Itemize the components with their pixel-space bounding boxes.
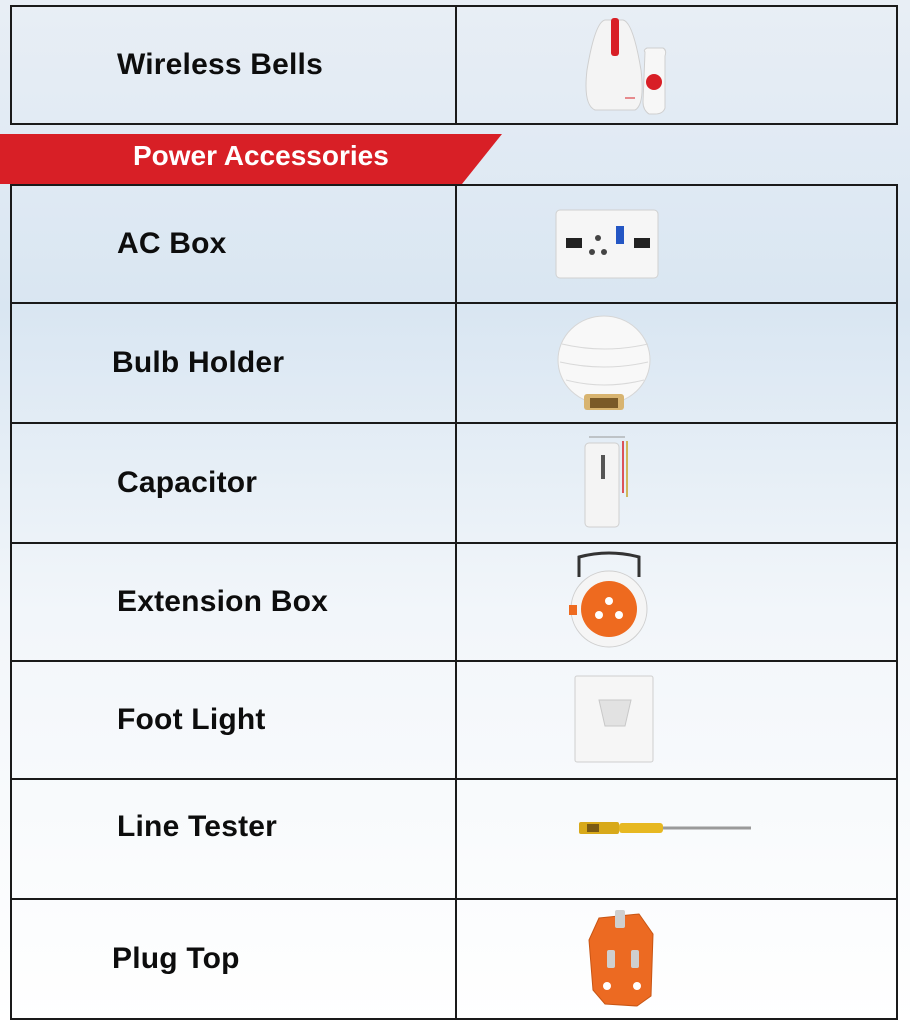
table-row-wireless-bells [10,5,898,125]
capacitor-icon [457,424,896,542]
section-title: Power Accessories [133,140,389,171]
foot-light-icon [457,662,896,778]
row-label: Bulb Holder [12,304,457,422]
plug-top-icon [457,900,896,1018]
row-label: Extension Box [12,544,457,660]
extension-box-icon [457,544,896,660]
line-tester-icon [457,780,896,898]
table-row-ac-box [10,184,898,304]
row-label: Foot Light [12,662,457,778]
row-label: Line Tester [12,780,457,898]
ac-box-icon [457,186,896,302]
table-row-line-tester [10,780,898,900]
bulb-holder-icon [457,304,896,422]
row-label: Capacitor [12,424,457,542]
table-row-capacitor [10,424,898,544]
table-row-plug-top [10,900,898,1020]
row-label: Wireless Bells [12,7,457,123]
section-banner-power-accessories [0,134,502,184]
wireless-bell-icon [457,7,896,123]
row-label: Plug Top [12,900,457,1018]
table-row-extension-box [10,544,898,662]
table-row-foot-light [10,662,898,780]
row-label: AC Box [12,186,457,302]
table-row-bulb-holder [10,304,898,424]
